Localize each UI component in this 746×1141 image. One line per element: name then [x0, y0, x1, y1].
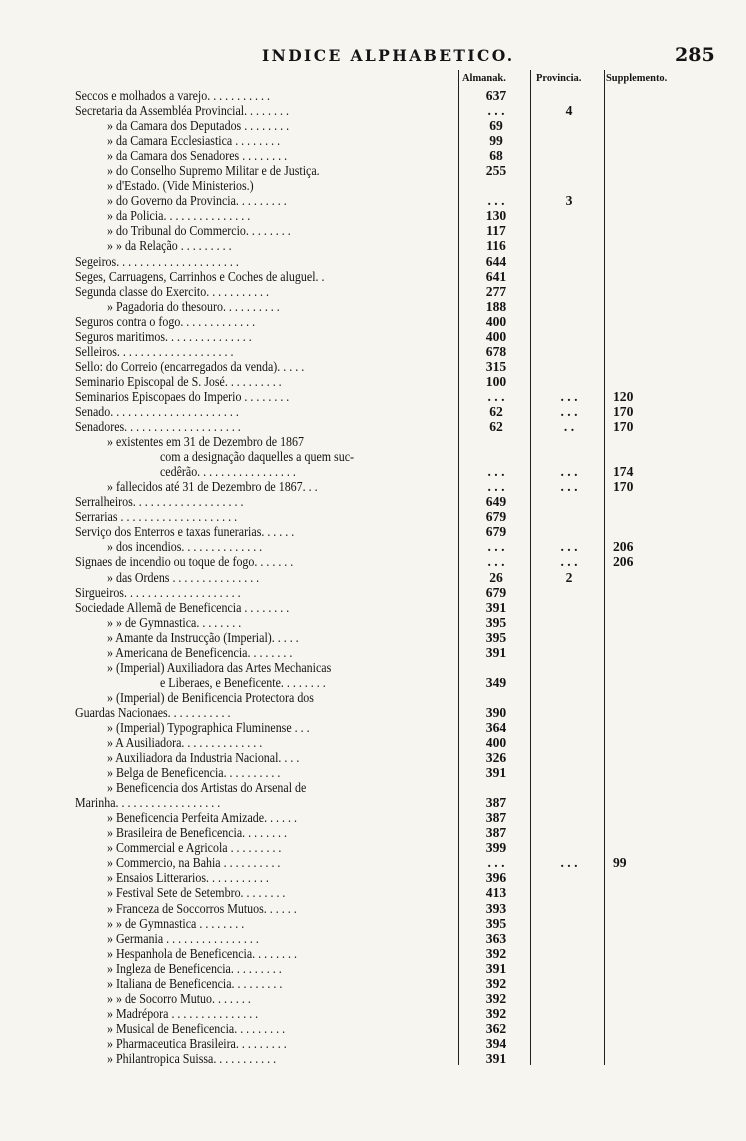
index-entry [0, 931, 746, 946]
index-entry [0, 840, 746, 855]
entry-text: Seccos e molhados a varejo. . . . . . . . . . . [75, 88, 271, 103]
almanak-value: 364 [485, 719, 507, 735]
almanak-value: 62 [489, 403, 503, 419]
provincia-value: . . . [560, 554, 578, 570]
almanak-value: . . . [487, 479, 505, 495]
entry-label [75, 991, 487, 1006]
entry-text: » Pagadoria do thesouro. . . . . . . . . . [107, 298, 280, 314]
entry-text: » Beneficencia Perfeita Amizade. . . . . . [107, 810, 297, 826]
entry-label [75, 389, 455, 404]
index-entry [0, 615, 746, 630]
index-entry [0, 570, 746, 585]
entry-label [75, 479, 487, 494]
index-entry [0, 1051, 746, 1066]
column-header-supplemento: Supplemento. [606, 72, 668, 84]
index-entry [0, 479, 746, 494]
entry-label [75, 449, 540, 464]
index-entry [0, 419, 746, 434]
entry-text: » (Imperial) Auxiliadora das Artes Mechanicas [107, 659, 332, 675]
entry-label [75, 885, 487, 900]
index-entry [0, 1006, 746, 1021]
provincia-value: 3 [565, 193, 573, 209]
entry-label [75, 103, 455, 118]
entry-text: Seges, Carruagens, Carrinhos e Coches de aluguel. . [75, 268, 325, 284]
entry-label [75, 660, 487, 675]
index-entry [0, 660, 746, 675]
entry-text: » Ensaios Litterarios. . . . . . . . . . . [107, 870, 269, 886]
index-entry [0, 630, 746, 645]
index-entry [0, 193, 746, 208]
entry-label [75, 1006, 487, 1021]
entry-text: » Commercio, na Bahia . . . . . . . . . . [107, 855, 281, 871]
entry-label [75, 539, 487, 554]
almanak-value: 99 [489, 133, 503, 149]
almanak-value: 641 [485, 268, 507, 284]
entry-label [75, 735, 487, 750]
almanak-value: 392 [485, 945, 507, 961]
entry-text: Marinha. . . . . . . . . . . . . . . . . . [75, 795, 221, 811]
almanak-value: 394 [485, 1035, 507, 1051]
provincia-value: 4 [565, 103, 573, 119]
almanak-value: 637 [485, 88, 507, 103]
page-title: INDICE ALPHABETICO. [262, 46, 515, 65]
almanak-value: 391 [485, 765, 507, 781]
index-entry [0, 208, 746, 223]
entry-text: Selleiros. . . . . . . . . . . . . . . . . . . . [75, 343, 234, 359]
index-entry [0, 750, 746, 765]
page-number: 285 [675, 44, 715, 66]
index-entry [0, 690, 746, 705]
index-entry [0, 223, 746, 238]
almanak-value: 399 [485, 840, 507, 856]
supplemento-value: 120 [613, 388, 634, 404]
entry-label [75, 1051, 487, 1066]
index-entry [0, 103, 746, 118]
almanak-value: 277 [485, 283, 507, 299]
entry-text: Seminario Episcopal de S. José. . . . . . . . . . [75, 373, 282, 389]
entry-label [75, 630, 487, 645]
entry-text: Senado. . . . . . . . . . . . . . . . . . . . . . [75, 403, 239, 419]
almanak-value: 395 [485, 614, 507, 630]
entry-text: » Auxiliadora da Industria Nacional. . . . [107, 750, 300, 766]
entry-text: e Liberaes, e Beneficente. . . . . . . . [160, 674, 326, 690]
entry-label [75, 208, 487, 223]
entry-text: » Festival Sete de Setembro. . . . . . . . [107, 885, 286, 901]
entry-label [75, 509, 455, 524]
almanak-value: 387 [485, 795, 507, 811]
index-entry [0, 870, 746, 885]
entry-label [75, 284, 455, 299]
entry-text: » Pharmaceutica Brasileira. . . . . . . . . [107, 1035, 287, 1051]
almanak-value: 396 [485, 870, 507, 886]
index-entry [0, 1036, 746, 1051]
index-entry [0, 494, 746, 509]
entry-label [75, 314, 455, 329]
index-entry [0, 404, 746, 419]
index-entry [0, 554, 746, 569]
index-entry [0, 991, 746, 1006]
provincia-value: . . . [560, 855, 578, 871]
almanak-value: 400 [485, 328, 507, 344]
almanak-value: . . . [487, 193, 505, 209]
provincia-value: 2 [565, 569, 573, 585]
entry-text: Seguros contra o fogo. . . . . . . . . . . . . [75, 313, 256, 329]
entry-label [75, 374, 455, 389]
almanak-value: 395 [485, 915, 507, 931]
entry-text: » dos incendios. . . . . . . . . . . . . . [107, 539, 263, 555]
provincia-value: . . . [560, 479, 578, 495]
index-entry [0, 118, 746, 133]
entry-label [75, 855, 487, 870]
index-entry [0, 735, 746, 750]
index-entry [0, 178, 746, 193]
almanak-value: . . . [487, 388, 505, 404]
index-entry [0, 269, 746, 284]
supplemento-value: 174 [613, 464, 634, 480]
almanak-value: 387 [485, 825, 507, 841]
index-entry [0, 810, 746, 825]
entry-text: » Franceza de Soccorros Mutuos. . . . . . [107, 900, 297, 916]
almanak-value: 387 [485, 810, 507, 826]
entry-label [75, 1036, 487, 1051]
entry-label [75, 750, 487, 765]
almanak-value: 679 [485, 584, 507, 600]
index-entry [0, 885, 746, 900]
entry-label [75, 600, 455, 615]
index-entry [0, 675, 746, 690]
entry-label [75, 554, 455, 569]
index-entry [0, 855, 746, 870]
entry-label [75, 765, 487, 780]
index-entry [0, 314, 746, 329]
entry-text: » Americana de Beneficencia. . . . . . . . [107, 644, 293, 660]
index-entry [0, 946, 746, 961]
almanak-value: 326 [485, 750, 507, 766]
entry-text: Seguros maritimos. . . . . . . . . . . . . . . [75, 328, 252, 344]
entry-label [75, 946, 487, 961]
entry-label [75, 359, 455, 374]
almanak-value: 349 [485, 674, 507, 690]
almanak-value: 395 [485, 629, 507, 645]
entry-text: Seminarios Episcopaes do Imperio . . . . . . . . [75, 388, 290, 404]
index-entry [0, 585, 746, 600]
almanak-value: . . . [487, 554, 505, 570]
index-entry [0, 1021, 746, 1036]
entry-text: » do Governo da Provincia. . . . . . . . . [107, 193, 287, 209]
entry-label [75, 615, 487, 630]
supplemento-value: 206 [613, 554, 634, 570]
almanak-value: 393 [485, 900, 507, 916]
entry-text: Guardas Nacionaes. . . . . . . . . . . [75, 704, 231, 720]
entry-text: » existentes em 31 de Dezembro de 1867 [107, 434, 304, 450]
entry-text: » » de Gymnastica . . . . . . . . [107, 915, 245, 931]
index-entry [0, 645, 746, 660]
index-entry [0, 961, 746, 976]
entry-label [75, 434, 487, 449]
almanak-value: 100 [485, 373, 507, 389]
almanak-value: 391 [485, 960, 507, 976]
entry-text: » Commercial e Agricola . . . . . . . . . [107, 840, 282, 856]
entry-text: Sello: do Correio (encarregados da venda). . . . . [75, 358, 305, 374]
provincia-value: . . . [560, 403, 578, 419]
index-entry [0, 434, 746, 449]
entry-text: » » de Gymnastica. . . . . . . . [107, 614, 242, 630]
almanak-value: 68 [489, 148, 503, 164]
index-entry [0, 133, 746, 148]
almanak-value: . . . [487, 464, 505, 480]
index-entry [0, 148, 746, 163]
entry-label [75, 238, 487, 253]
almanak-value: 188 [485, 298, 507, 314]
almanak-value: 392 [485, 1005, 507, 1021]
entry-text: » das Ordens . . . . . . . . . . . . . . . [107, 569, 260, 585]
index-entry [0, 329, 746, 344]
entry-text: Sirgueiros. . . . . . . . . . . . . . . . . . . . [75, 584, 241, 600]
entry-label [75, 524, 455, 539]
provincia-value: . . . [560, 388, 578, 404]
provincia-value: . . . [560, 539, 578, 555]
entry-label [75, 825, 487, 840]
supplemento-value: 99 [613, 855, 627, 871]
index-entry [0, 901, 746, 916]
almanak-value: 400 [485, 735, 507, 751]
almanak-value: 400 [485, 313, 507, 329]
entry-text: » Germania . . . . . . . . . . . . . . . . [107, 930, 259, 946]
index-entry [0, 720, 746, 735]
entry-text: Serralheiros. . . . . . . . . . . . . . . . . . . [75, 494, 244, 510]
entry-text: » Hespanhola de Beneficencia. . . . . . . . [107, 945, 298, 961]
entry-label [75, 494, 455, 509]
column-header-provincia: Provincia. [536, 72, 582, 84]
almanak-value: 130 [485, 208, 507, 224]
entry-label [75, 585, 455, 600]
entry-text: » » de Socorro Mutuo. . . . . . . [107, 990, 251, 1006]
almanak-value: . . . [487, 855, 505, 871]
entry-label [75, 269, 455, 284]
entry-text: » Musical de Beneficencia. . . . . . . . . [107, 1020, 286, 1036]
entry-text: » da Camara dos Deputados . . . . . . . . [107, 118, 290, 134]
almanak-value: 69 [489, 118, 503, 134]
entry-text: » Beneficencia dos Artistas do Arsenal de [107, 780, 307, 796]
index-entry [0, 374, 746, 389]
entry-label [75, 163, 487, 178]
index-entry [0, 88, 746, 103]
almanak-value: 363 [485, 930, 507, 946]
entry-text: » (Imperial) Typographica Fluminense . . . [107, 719, 310, 735]
index-entry [0, 705, 746, 720]
entry-text: Senadores. . . . . . . . . . . . . . . . . . . . [75, 419, 241, 435]
entry-label [75, 961, 487, 976]
entry-text: » Philantropica Suissa. . . . . . . . . . . [107, 1051, 277, 1066]
entry-text: Serviço dos Enterros e taxas funerarias. . . . . . [75, 524, 295, 540]
almanak-value: 392 [485, 990, 507, 1006]
supplemento-value: 206 [613, 539, 634, 555]
entry-text: » Belga de Beneficencia. . . . . . . . . . [107, 765, 281, 781]
entry-label [75, 840, 487, 855]
entry-text: cedêrão. . . . . . . . . . . . . . . . . [160, 464, 296, 480]
entry-text: Serrarias . . . . . . . . . . . . . . . . . . . . [75, 509, 238, 525]
index-entry [0, 254, 746, 269]
entry-label [75, 344, 455, 359]
index-entry [0, 600, 746, 615]
index-entry [0, 284, 746, 299]
index-entry [0, 524, 746, 539]
index-entry [0, 976, 746, 991]
entry-label [75, 780, 487, 795]
index-entry [0, 389, 746, 404]
entry-text: » Brasileira de Beneficencia. . . . . . . . [107, 825, 288, 841]
almanak-value: 255 [485, 163, 507, 179]
provincia-value: . . [563, 419, 575, 435]
almanak-value: 679 [485, 524, 507, 540]
index-entry [0, 299, 746, 314]
index-entry [0, 344, 746, 359]
index-entry [0, 464, 746, 479]
entry-label [75, 404, 455, 419]
index-entry [0, 163, 746, 178]
entry-text: Segunda classe do Exercito. . . . . . . . . . . [75, 283, 270, 299]
almanak-value: 117 [486, 223, 506, 239]
almanak-value: 391 [485, 644, 507, 660]
entry-label [75, 299, 487, 314]
entry-text: » Madrépora . . . . . . . . . . . . . . . [107, 1005, 259, 1021]
index-entry [0, 916, 746, 931]
entry-text: » Amante da Instrucção (Imperial). . . . . [107, 629, 299, 645]
entry-label [75, 178, 487, 193]
entry-label [75, 916, 487, 931]
entry-text: » fallecidos até 31 de Dezembro de 1867. . . [107, 479, 318, 495]
entry-label [75, 1021, 487, 1036]
index-entry [0, 238, 746, 253]
index-entry [0, 539, 746, 554]
entry-label [75, 193, 487, 208]
almanak-value: . . . [487, 539, 505, 555]
entry-label [75, 870, 487, 885]
almanak-value: 362 [485, 1020, 507, 1036]
almanak-value: 644 [485, 253, 507, 269]
entry-label [75, 976, 487, 991]
supplemento-value: 170 [613, 419, 634, 435]
entry-text: » A Ausiliadora. . . . . . . . . . . . . . [107, 735, 263, 751]
entry-label [75, 705, 455, 720]
index-entry [0, 780, 746, 795]
provincia-value: . . . [560, 464, 578, 480]
almanak-value: 315 [485, 358, 507, 374]
entry-label [75, 901, 487, 916]
almanak-value: . . . [487, 103, 505, 119]
entry-text: Secretaria da Assembléa Provincial. . . . . . . . [75, 103, 289, 119]
column-header-almanak: Almanak. [462, 72, 506, 84]
entry-label [75, 931, 487, 946]
index-entry [0, 359, 746, 374]
index-entry [0, 449, 746, 464]
almanak-value: 391 [485, 1051, 507, 1066]
entry-label [75, 810, 487, 825]
almanak-value: 26 [489, 569, 503, 585]
entry-label [75, 223, 487, 238]
almanak-value: 392 [485, 975, 507, 991]
index-entry [0, 795, 746, 810]
entry-label [75, 254, 455, 269]
entry-text: » da Camara dos Senadores . . . . . . . . [107, 148, 288, 164]
entry-text: » da Policia. . . . . . . . . . . . . . . [107, 208, 251, 224]
entry-label [75, 133, 487, 148]
almanak-value: 649 [485, 494, 507, 510]
almanak-value: 62 [489, 419, 503, 435]
almanak-value: 413 [485, 885, 507, 901]
almanak-value: 678 [485, 343, 507, 359]
almanak-value: 390 [485, 704, 507, 720]
entry-label [75, 690, 487, 705]
entry-text: » Ingleza de Beneficencia. . . . . . . . . [107, 960, 282, 976]
entry-text: » » da Relação . . . . . . . . . [107, 238, 232, 254]
entry-label [75, 88, 455, 103]
supplemento-value: 170 [613, 479, 634, 495]
entry-label [75, 329, 455, 344]
almanak-value: 116 [486, 238, 506, 254]
supplemento-value: 170 [613, 403, 634, 419]
entry-text: » da Camara Ecclesiastica . . . . . . . . [107, 133, 281, 149]
almanak-value: 391 [485, 599, 507, 615]
index-entry [0, 825, 746, 840]
entry-label [75, 118, 487, 133]
index-entry [0, 765, 746, 780]
entry-label [75, 419, 455, 434]
entry-text: » d'Estado. (Vide Ministerios.) [107, 178, 254, 194]
entry-text: Signaes de incendio ou toque de fogo. . . . . . . [75, 554, 294, 570]
entry-text: Segeiros. . . . . . . . . . . . . . . . . . . . . [75, 253, 239, 269]
entry-label [75, 795, 455, 810]
index-entries [0, 88, 746, 1066]
index-entry [0, 509, 746, 524]
entry-label [75, 720, 487, 735]
almanak-value: 679 [485, 509, 507, 525]
entry-text: » Italiana de Beneficencia. . . . . . . . . [107, 975, 283, 991]
entry-text: » (Imperial) de Benificencia Protectora dos [107, 689, 314, 705]
entry-text: Sociedade Allemã de Beneficencia . . . . . . . . [75, 599, 290, 615]
entry-text: » do Conselho Supremo Militar e de Justiça. [107, 163, 320, 179]
entry-label [75, 570, 487, 585]
entry-label [75, 645, 487, 660]
entry-text: » do Tribunal do Commercio. . . . . . . . [107, 223, 291, 239]
entry-text: com a designação daquelles a quem suc- [160, 449, 354, 465]
entry-label [75, 148, 487, 163]
